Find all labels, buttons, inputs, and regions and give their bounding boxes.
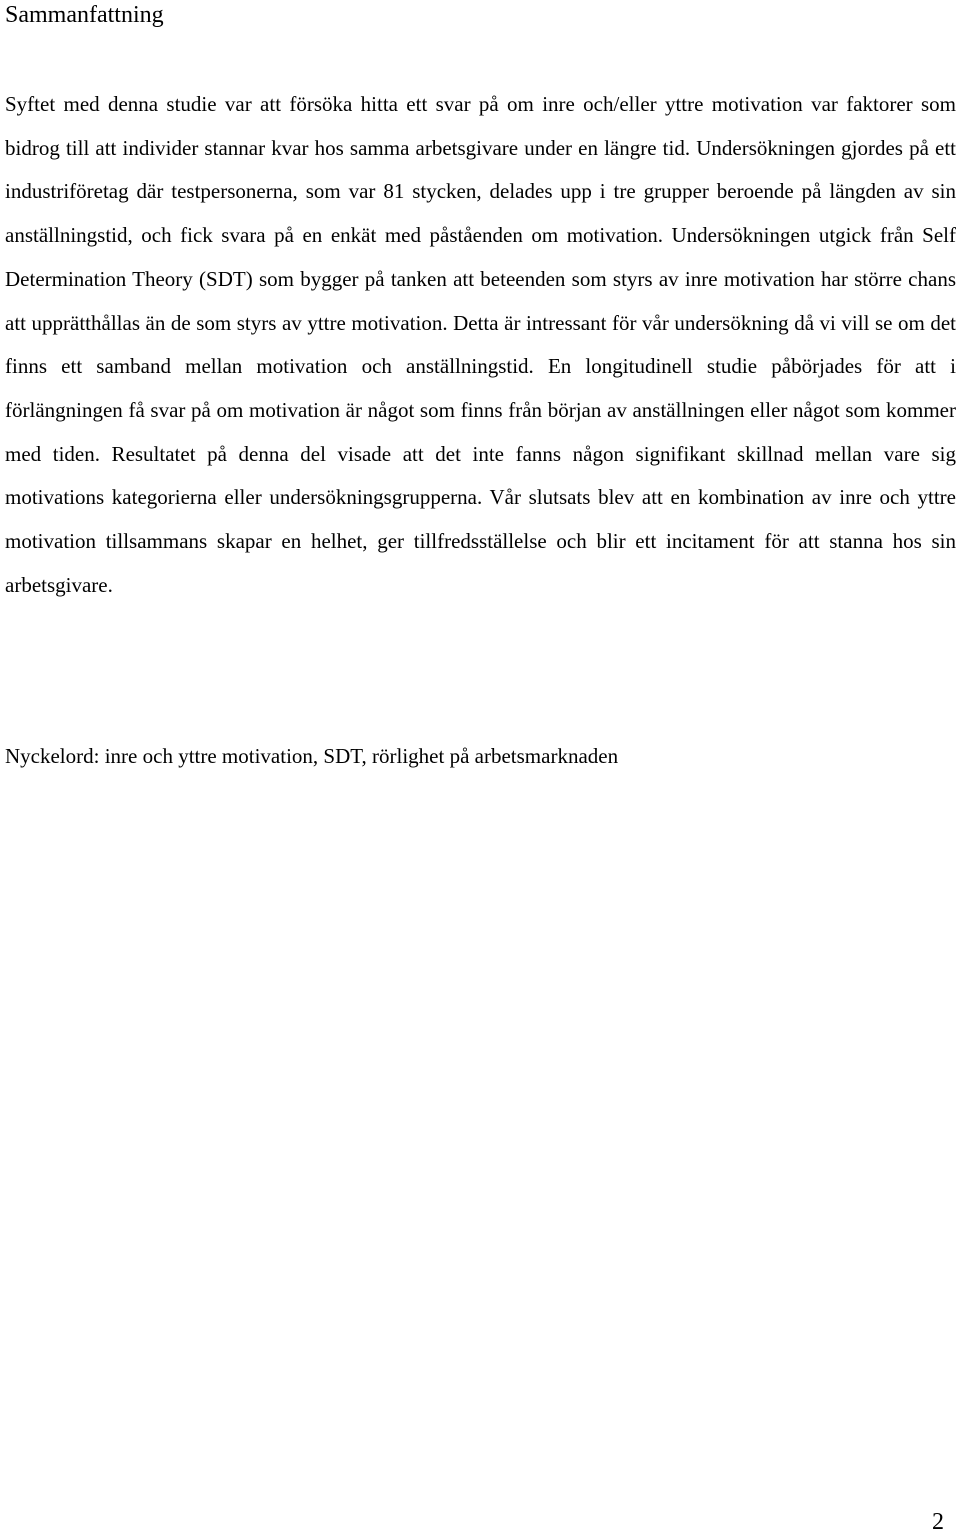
keywords-line: Nyckelord: inre och yttre motivation, SDT, rörlighet på arbetsmarknaden (5, 744, 619, 768)
page-number: 2 (932, 1509, 944, 1535)
abstract-paragraph: Syftet med denna studie var att försöka hitta ett svar på om inre och/eller yttre motivation var faktorer som bidrog till att individer stannar kvar hos samma arbetsgivare under en längre tid. Undersökningen gjordes på ett industriföretag där testpersonerna, som var 81 stycken, delades upp i tre grupper beroende på längden av sin anställningstid, och fick svara på en enkät med påståenden om motivation. Undersökningen utgick från Self Determination Theory (SDT) som bygger på tanken att beteenden som styrs av inre motivation har större chans att upprätthållas än de som styrs av yttre motivation. Detta är intressant för vår undersökning då vi vill se om det finns ett samband mellan motivation och anställningstid. En longitudinell studie påbörjades för att i förlängningen få svar på om motivation är något som finns från början av anställningen eller något som kommer med tiden. Resultatet på denna del visade att det inte fanns någon signifikant skillnad mellan vare sig motivations kategorierna eller undersökningsgrupperna. Vår slutsats blev att en kombination av inre och yttre motivation tillsammans skapar en helhet, ger tillfredsställelse och blir ett incitament för att stanna hos sin arbetsgivare. (5, 92, 956, 597)
section-heading: Sammanfattning (5, 2, 164, 28)
